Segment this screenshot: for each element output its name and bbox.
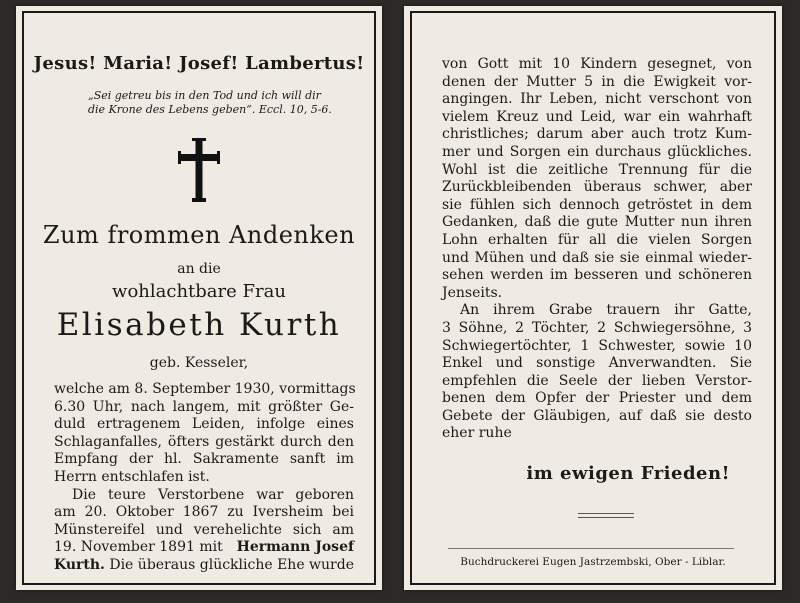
text-line: Schlaganfalles, öfters gestärkt durch den <box>54 433 354 450</box>
text-line: Gedanken, daß die gute Mutter nun ihren <box>442 214 752 231</box>
divider <box>578 513 634 518</box>
card-border <box>410 11 776 585</box>
text-line <box>54 557 354 575</box>
text-line: Lohn erhalten für all die vielen Sorgen <box>442 231 752 248</box>
text-line: angingen. Ihr Leben, nicht verschont von <box>442 91 752 108</box>
spouse-name: Hermann Josef <box>236 539 354 556</box>
maiden-name: geb. Kesseler, <box>149 355 249 371</box>
an-die-text: an die <box>177 261 221 277</box>
text-line: christliches; darum aber auch trotz Kum- <box>442 126 752 143</box>
text-line: Wohl ist die zeitliche Trennung für die <box>442 161 752 178</box>
text-line: vielem Kreuz und Leid, war ein wahrhaft <box>442 108 752 125</box>
text-line: Empfang der hl. Sakramente sanft im <box>54 451 354 468</box>
text-line: Enkel und sonstige Anverwandten. Sie <box>442 355 752 372</box>
text-line <box>54 539 354 557</box>
text-fragment: 19. November 1891 mit <box>54 539 223 556</box>
frau-text: wohlachtbare Frau <box>112 281 286 302</box>
text-line: sehen werden im besseren und schöneren <box>442 267 752 284</box>
footer-rule <box>448 548 734 549</box>
text-line: empfehlen die Seele der lieben Verstor- <box>442 372 752 389</box>
text-line: mer und Sorgen ein durchaus glückliches. <box>442 143 752 160</box>
text-line: und Mühen und daß sie sie einmal wieder- <box>442 249 752 266</box>
text-line: Gebete der Gläubigen, auf daß sie desto <box>442 407 752 424</box>
text-line: Zurückbleibenden überaus schwer, aber <box>442 179 752 196</box>
card-border <box>22 11 376 585</box>
text-line: 6.30 Uhr, nach langem, mit größter Ge- <box>54 398 354 415</box>
spouse-surname: Kurth. <box>54 556 105 573</box>
text-line: von Gott mit 10 Kindern gesegnet, von <box>442 56 752 72</box>
text-line: Herrn entschlafen ist. <box>54 468 210 485</box>
text-line: sie fühlen sich dennoch getröstet in dem <box>442 196 752 213</box>
heading: Jesus! Maria! Josef! Lambertus! <box>33 53 365 74</box>
text-line: duld ertragenem Leiden, infolge eines <box>54 416 354 433</box>
text-fragment: Die überaus glückliche Ehe wurde <box>109 556 354 573</box>
deceased-name: Elisabeth Kurth <box>56 307 342 343</box>
text-line: 3 Söhne, 2 Töchter, 2 Schwiegersöhne, 3 <box>442 319 752 336</box>
text-line: eher ruhe <box>442 425 512 442</box>
text-line: Jenseits. <box>442 284 503 301</box>
text-line: An ihrem Grabe trauern ihr Gatte, <box>460 302 752 319</box>
text-line: am 20. Oktober 1867 zu Iversheim bei <box>54 504 354 521</box>
cross-icon <box>32 137 366 203</box>
memory-title: Zum frommen Andenken <box>42 221 356 249</box>
card-left <box>16 6 382 590</box>
right-body-text <box>442 56 752 443</box>
text-line: Die teure Verstorbene war geboren <box>72 486 354 503</box>
text-line: welche am 8. September 1930, vormittags <box>54 381 356 397</box>
text-line: benen dem Opfer der Priester und dem <box>442 390 752 407</box>
motto-line: „Sei getreu bis in den Tod und ich will dir <box>88 89 321 102</box>
closing-phrase: im ewigen Frieden! <box>526 463 730 484</box>
left-body-text <box>54 381 354 575</box>
text-line: denen der Mutter 5 in die Ewigkeit vor- <box>442 73 752 90</box>
text-line: Münstereifel und verehelichte sich am <box>54 521 354 538</box>
printer-credit: Buchdruckerei Eugen Jastrzembski, Ober - Liblar. <box>460 556 726 568</box>
card-right <box>404 6 782 590</box>
motto-quote <box>88 89 352 117</box>
motto-line: die Krone des Lebens geben“. Eccl. 10, 5-6. <box>88 103 332 116</box>
text-line: Schwiegertöchter, 1 Schwester, sowie 10 <box>442 337 752 354</box>
